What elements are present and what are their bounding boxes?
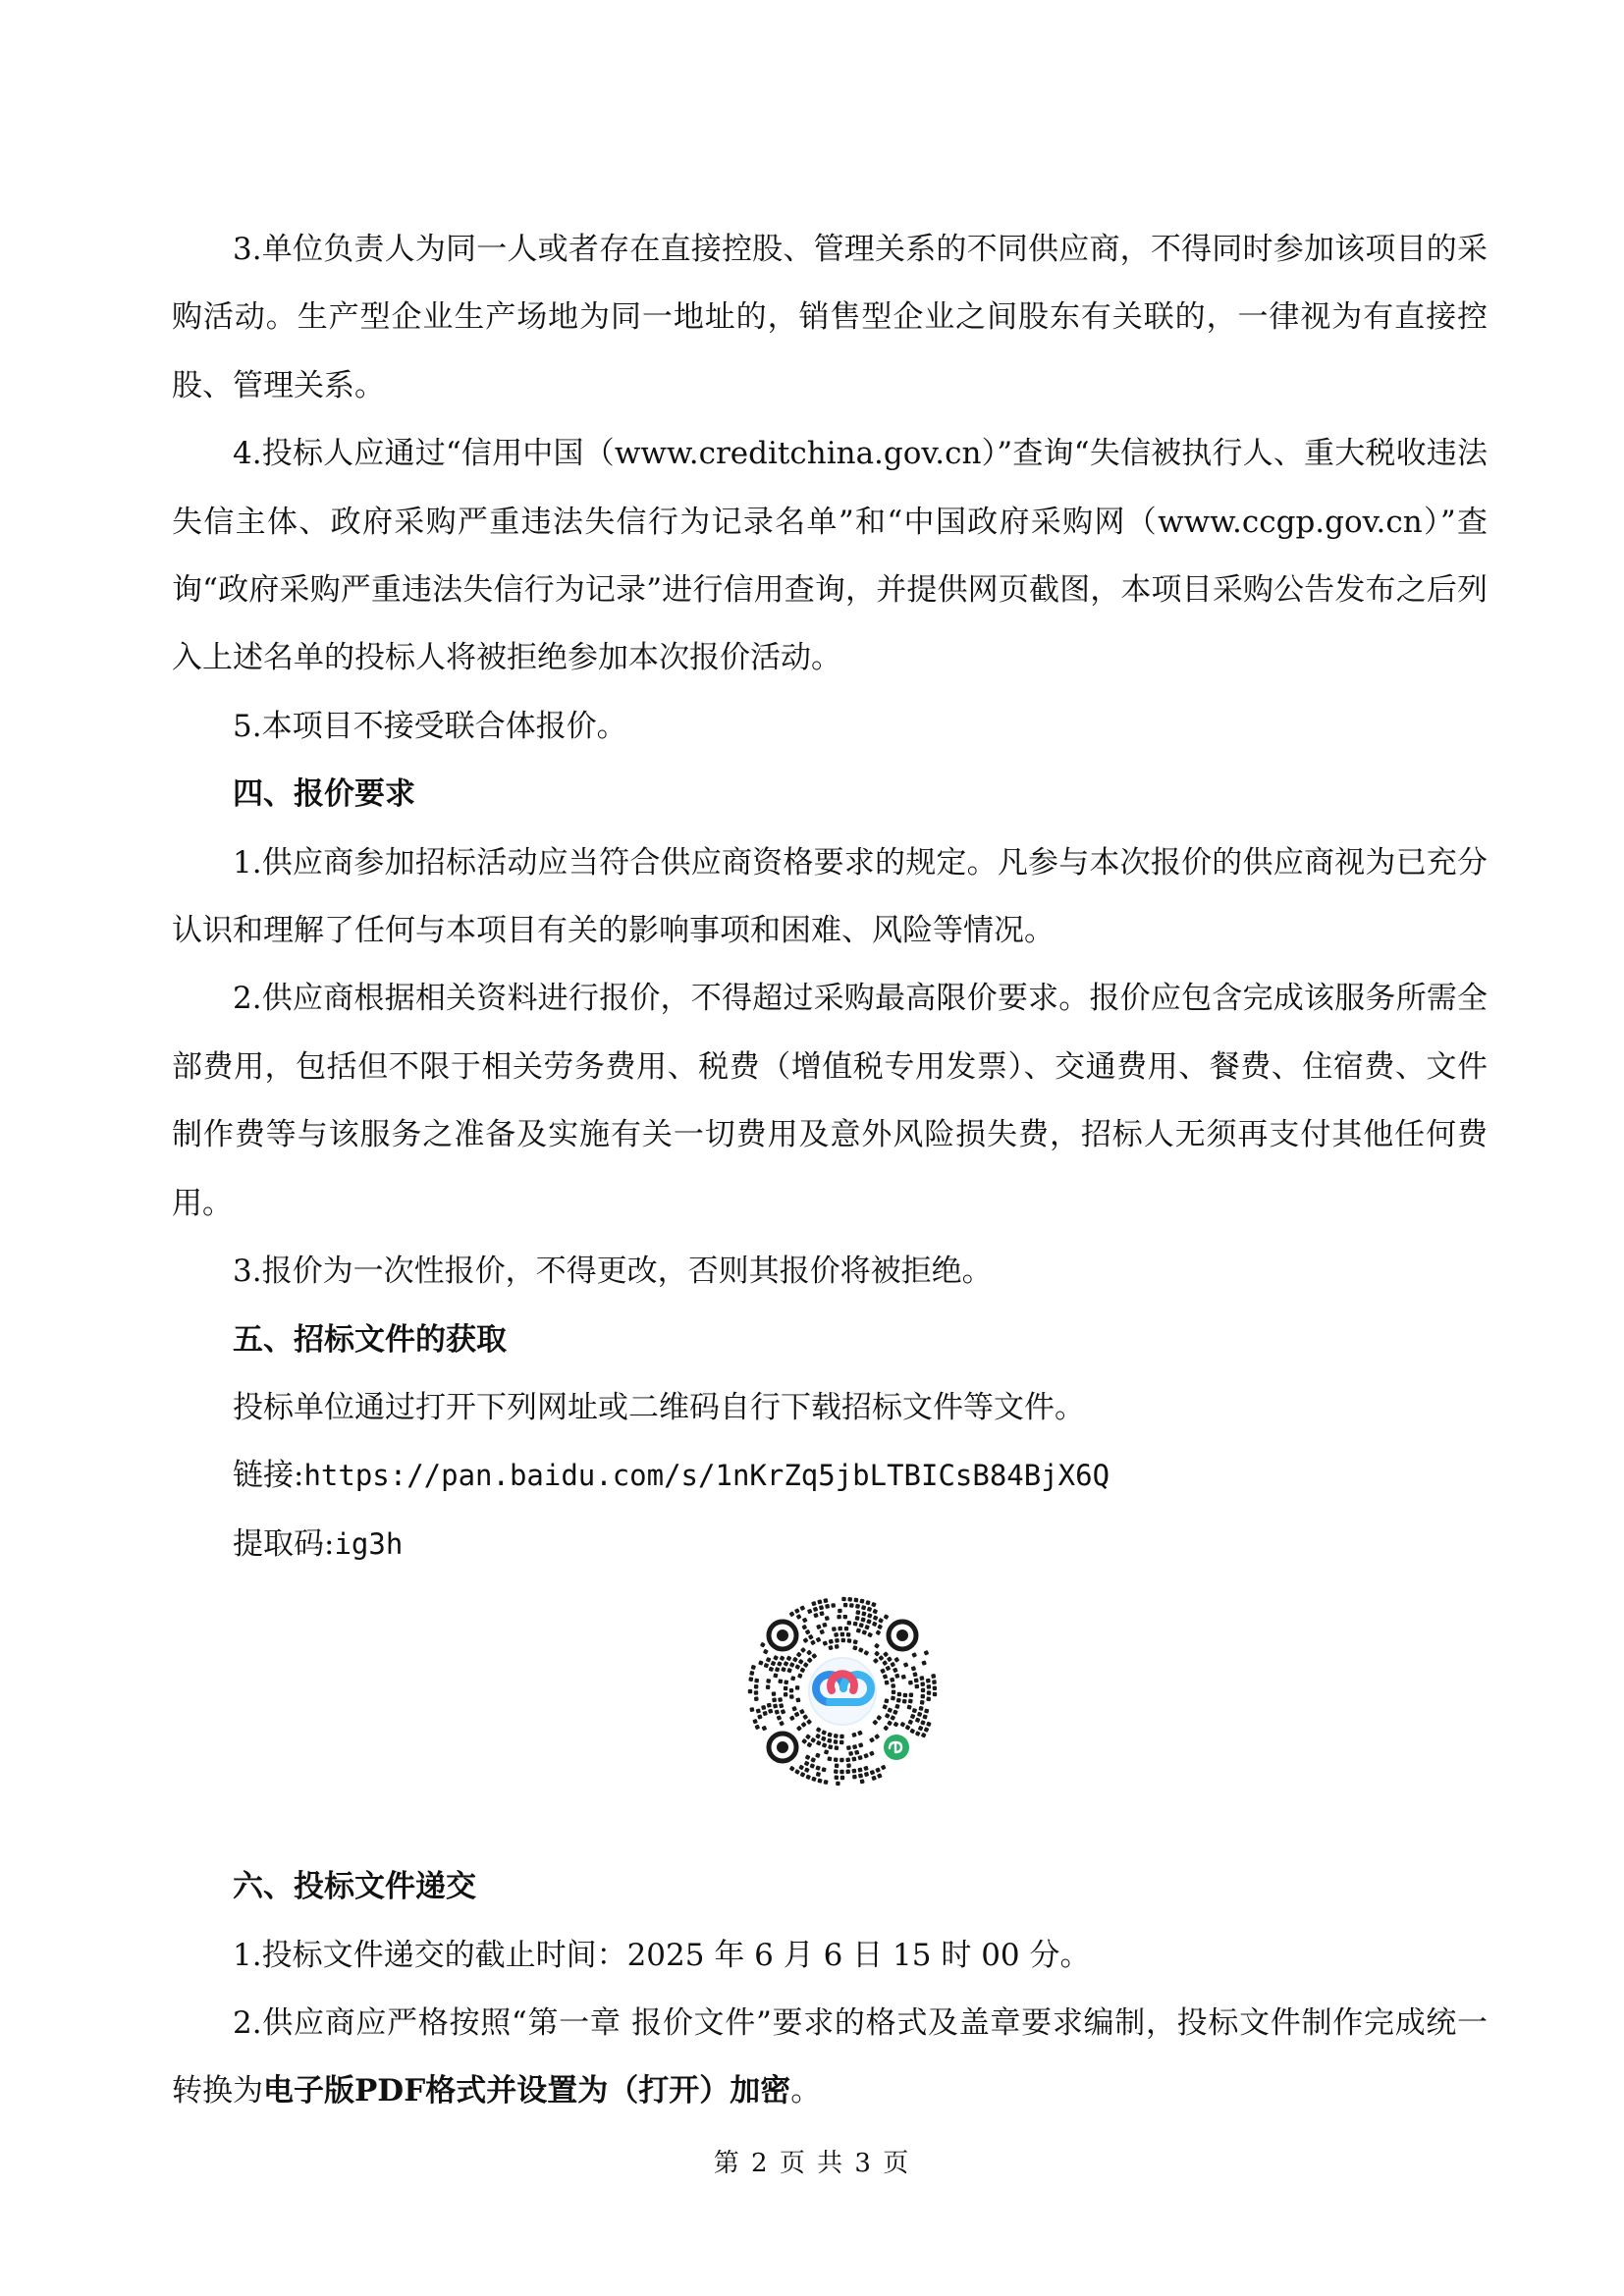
- link-label: 链接:: [233, 1458, 304, 1494]
- submission-format-end: 。: [790, 2073, 822, 2109]
- acquisition-intro: 投标单位通过打开下列网址或二维码自行下载招标文件等文件。: [233, 1389, 1085, 1425]
- quote-item-2: 2.供应商根据相关资料进行报价，不得超过采购最高限价要求。报价应包含完成该服务所需全部费用，包括但不限于相关劳务费用、税费（增值税专用发票）、交通费用、餐费、住宿费、文件制作费等与该服务之准备及实施有关一切费用及意外风险损失费，招标人无须再支付其他任何费用。: [172, 981, 1488, 1221]
- page-footer: 第 2 页 共 3 页: [713, 2149, 911, 2178]
- submission-format-emphasis: 电子版PDF格式并设置为（打开）加密: [263, 2073, 791, 2109]
- download-link[interactable]: https://pan.baidu.com/s/1nKrZq5jbLTBICsB84BjX6Q: [303, 1459, 1110, 1493]
- submission-format-text: 2.供应商应严格按照“第一章 报价文件”要求的格式及盖章要求编制，投标文件制作完成统一转换为: [172, 2004, 1488, 2109]
- section-heading-bid-submission: 六、投标文件递交: [233, 1869, 476, 1905]
- baidu-netdisk-qr-code-icon[interactable]: [739, 1588, 946, 1794]
- document-body: [172, 216, 1488, 2126]
- qr-code-container: [172, 1588, 1488, 1851]
- section-heading-document-acquisition: 五、招标文件的获取: [233, 1321, 507, 1358]
- submission-format: [172, 1990, 1488, 2126]
- qualification-item-3: 3.单位负责人为同一人或者存在直接控股、管理关系的不同供应商，不得同时参加该项目的采购活动。生产型企业生产场地为同一地址的，销售型企业之间股东有关联的，一律视为有直接控股、管理关系。: [172, 232, 1488, 403]
- extraction-code-label: 提取码:: [233, 1525, 335, 1562]
- section-heading-quote-requirements: 四、报价要求: [233, 776, 415, 813]
- download-link-line: [172, 1442, 1488, 1510]
- quote-item-3: 3.报价为一次性报价，不得更改，否则其报价将被拒绝。: [233, 1254, 993, 1290]
- qualification-item-5: 5.本项目不接受联合体报价。: [233, 708, 627, 744]
- qualification-item-4: 4.投标人应通过“信用中国（www.creditchina.gov.cn）”查询“失信被执行人、重大税收违法失信主体、政府采购严重违法失信行为记录名单”和“中国政府采购网（www.ccgp.gov.cn）”查询“政府采购严重违法失信行为记录”进行信用查询，并提供网页截图，本项目采购公告发布之后列入上述名单的投标人将被拒绝参加本次报价活动。: [172, 436, 1488, 676]
- quote-item-1: 1.供应商参加招标活动应当符合供应商资格要求的规定。凡参与本次报价的供应商视为已充分认识和理解了任何与本项目有关的影响事项和困难、风险等情况。: [172, 844, 1488, 949]
- submission-deadline: 1.投标文件递交的截止时间：2025 年 6 月 6 日 15 时 00 分。: [233, 1937, 1091, 1973]
- extraction-code: ig3h: [334, 1526, 404, 1561]
- extraction-code-line: [172, 1511, 1488, 1578]
